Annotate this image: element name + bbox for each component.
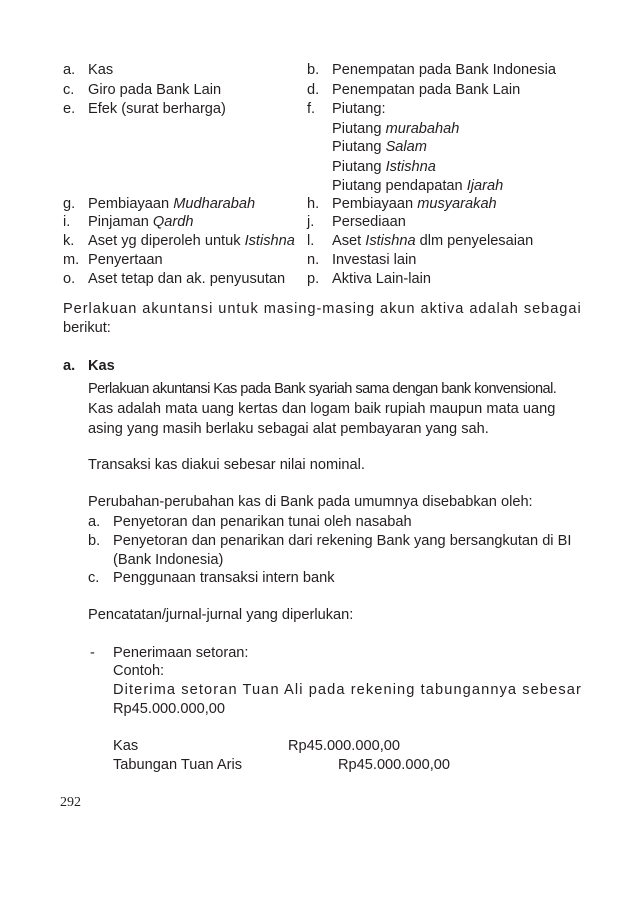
cause-c-key: c. (88, 570, 100, 586)
cause-b-text-2: (Bank Indonesia) (113, 552, 224, 568)
para1-line-3: asing yang masih berlaku sebagai alat pembayaran yang sah. (88, 421, 489, 437)
account-item: Penempatan pada Bank Indonesia (332, 62, 556, 78)
account-key: d. (307, 82, 320, 98)
section-key: a. (63, 358, 76, 374)
account-item: Penyertaan (88, 252, 163, 268)
account-key: p. (307, 271, 320, 287)
entry-credit: Rp45.000.000,00 (338, 757, 450, 773)
account-key: g. (63, 196, 76, 212)
account-item: Investasi lain (332, 252, 417, 268)
account-key: e. (63, 101, 76, 117)
account-key: i. (63, 214, 71, 230)
account-item: Pinjaman Qardh (88, 214, 194, 230)
journal-bullet: - (90, 645, 95, 661)
account-item: Piutang pendapatan Ijarah (332, 178, 504, 194)
section-title: Kas (88, 358, 115, 374)
cause-b-key: b. (88, 533, 101, 549)
entry-debit: Rp45.000.000,00 (288, 738, 400, 754)
account-item: Giro pada Bank Lain (88, 82, 222, 98)
account-item: Piutang murabahah (332, 121, 460, 137)
intro-line-1: Perlakuan akuntansi untuk masing-masing akun aktiva adalah sebagai (63, 301, 582, 317)
account-item: Persediaan (332, 214, 406, 230)
account-key: h. (307, 196, 320, 212)
account-item: Piutang Istishna (332, 159, 436, 175)
account-key: b. (307, 62, 320, 78)
cause-b-text-1: Penyetoran dan penarikan dari rekening Bank yang bersangkutan di BI (113, 533, 572, 549)
page-number: 292 (60, 795, 81, 810)
journal-heading: Penerimaan setoran: (113, 645, 249, 661)
account-item: Aktiva Lain-lain (332, 271, 431, 287)
intro-line-2: berikut: (63, 320, 111, 336)
para1-line-2: Kas adalah mata uang kertas dan logam baik rupiah maupun mata uang (88, 401, 556, 417)
account-item: Piutang Salam (332, 139, 427, 155)
account-item: Efek (surat berharga) (88, 101, 226, 117)
para2: Transaksi kas diakui sebesar nilai nominal. (88, 457, 365, 473)
account-item: Pembiayaan Mudharabah (88, 196, 256, 212)
account-key: j. (307, 214, 315, 230)
para3: Perubahan-perubahan kas di Bank pada umumnya disebabkan oleh: (88, 494, 533, 510)
account-item: Aset yg diperoleh untuk Istishna (88, 233, 295, 249)
account-key: f. (307, 101, 316, 117)
para4: Pencatatan/jurnal-jurnal yang diperlukan: (88, 607, 354, 623)
account-item: Penempatan pada Bank Lain (332, 82, 521, 98)
account-key: o. (63, 271, 76, 287)
account-item: Aset Istishna dlm penyelesaian (332, 233, 534, 249)
account-item: Aset tetap dan ak. penyusutan (88, 271, 286, 287)
cause-a-key: a. (88, 514, 101, 530)
cause-c-text: Penggunaan transaksi intern bank (113, 570, 335, 586)
para1-line-1: Perlakuan akuntansi Kas pada Bank syariah sama dengan bank konvensional. (88, 381, 557, 397)
account-key: l. (307, 233, 315, 249)
journal-example-line-1: Diterima setoran Tuan Ali pada rekening tabungannya sebesar (113, 682, 582, 698)
account-key: m. (63, 252, 80, 268)
cause-a-text: Penyetoran dan penarikan tunai oleh nasabah (113, 514, 412, 530)
entry-account: Tabungan Tuan Aris (113, 757, 243, 773)
journal-example-line-2: Rp45.000.000,00 (113, 701, 225, 717)
entry-account: Kas (113, 738, 139, 754)
account-key: a. (63, 62, 76, 78)
account-key: n. (307, 252, 320, 268)
account-item: Piutang: (332, 101, 386, 117)
account-key: k. (63, 233, 75, 249)
account-item: Kas (88, 62, 114, 78)
account-key: c. (63, 82, 75, 98)
account-item: Pembiayaan musyarakah (332, 196, 497, 212)
journal-example-label: Contoh: (113, 663, 165, 679)
